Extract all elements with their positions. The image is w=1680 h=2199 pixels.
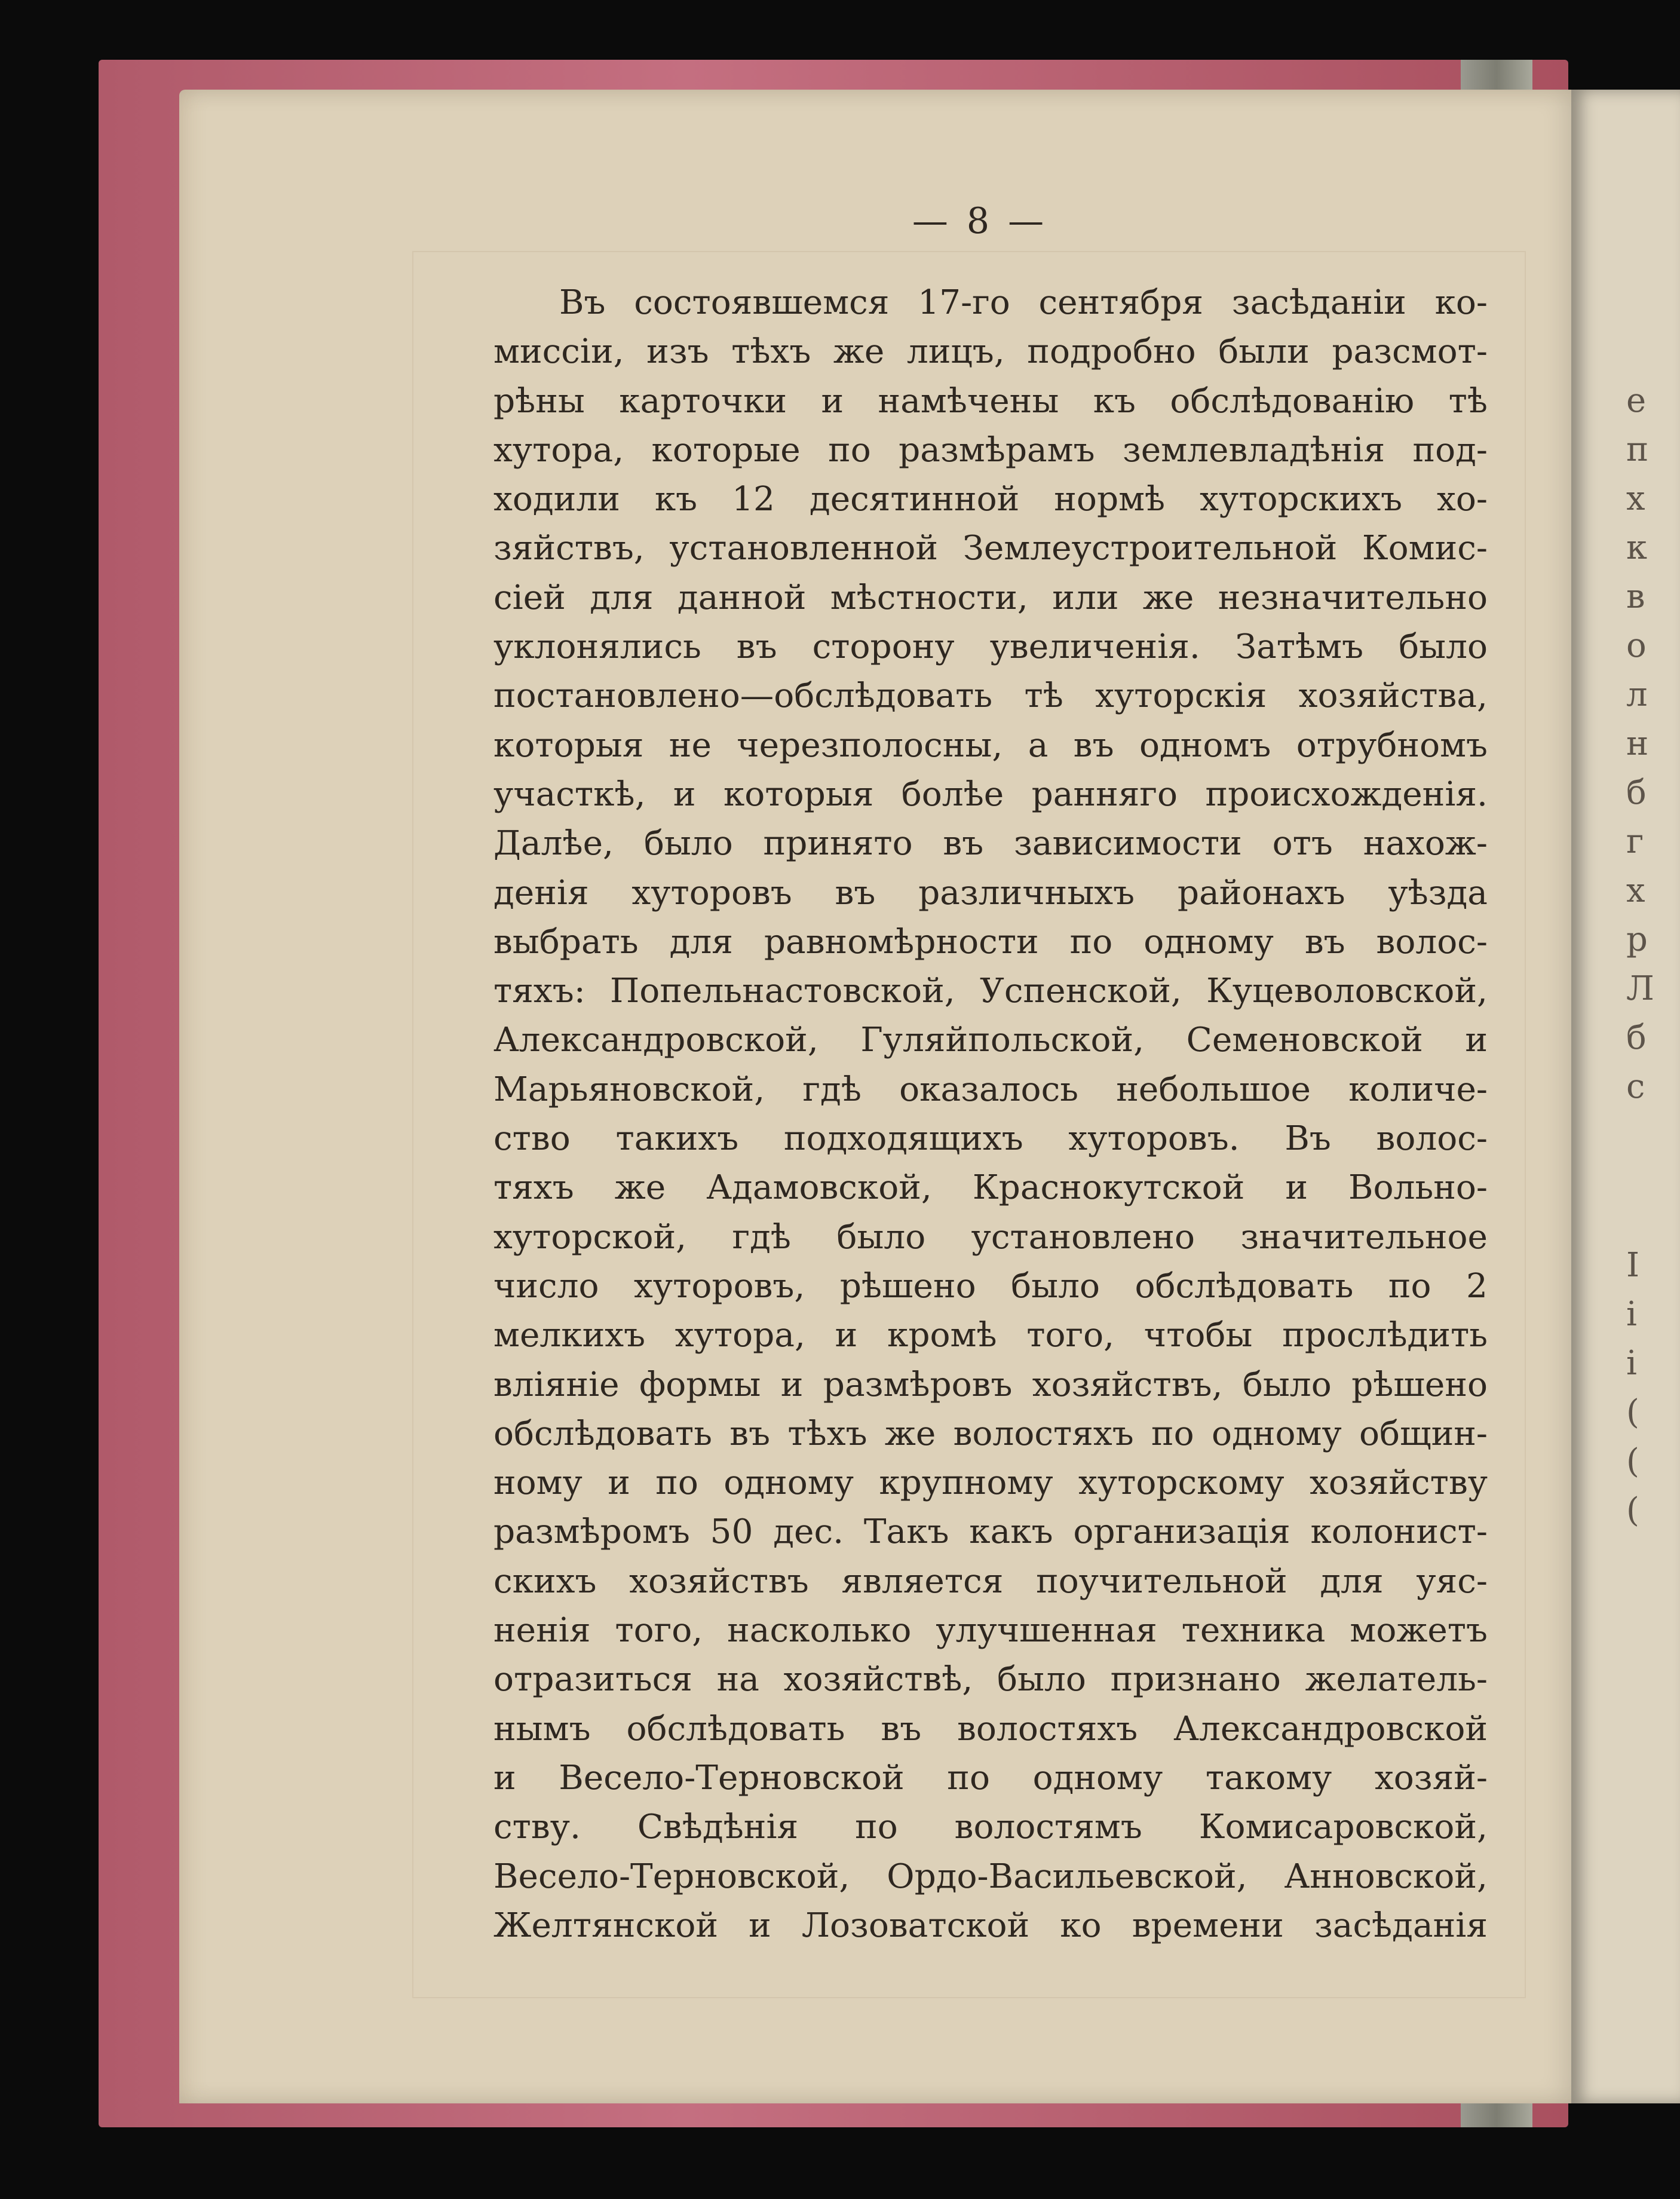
next-page-glyph: в bbox=[1626, 577, 1645, 616]
next-page-glyph: с bbox=[1626, 1067, 1645, 1106]
next-page-glyph: б bbox=[1626, 773, 1647, 812]
text-line: Далѣе, было принято въ зависимости отъ нахож- bbox=[493, 824, 1488, 863]
text-line: Александровской, Гуляйпольской, Семеновской и bbox=[493, 1021, 1488, 1060]
text-line: уклонялись въ сторону увеличенія. Затѣмъ было bbox=[493, 627, 1488, 667]
next-page-glyph: ( bbox=[1626, 1491, 1639, 1530]
text-line: обслѣдовать въ тѣхъ же волостяхъ по одному общин- bbox=[493, 1414, 1488, 1453]
text-line: рѣны карточки и намѣчены къ обслѣдованію тѣ bbox=[493, 381, 1488, 421]
next-page-glyph: х bbox=[1626, 479, 1645, 518]
next-page-glyph: ( bbox=[1626, 1442, 1639, 1481]
text-line: ненія того, насколько улучшенная техника можетъ bbox=[493, 1611, 1488, 1650]
next-page-glyph: Л bbox=[1626, 969, 1654, 1008]
text-line: Весело-Терновской, Ордо-Васильевской, Анновской, bbox=[493, 1857, 1488, 1896]
next-page-glyph: п bbox=[1626, 430, 1649, 469]
next-page-glyph: ( bbox=[1626, 1393, 1639, 1432]
text-line: Желтянской и Лозоватской ко времени засѣданія bbox=[493, 1906, 1488, 1945]
text-line: миссіи, изъ тѣхъ же лицъ, подробно были разсмот- bbox=[493, 332, 1488, 372]
next-page-edge bbox=[1571, 90, 1680, 2103]
text-line: отразиться на хозяйствѣ, было признано желатель- bbox=[493, 1660, 1488, 1699]
text-line: денія хуторовъ въ различныхъ районахъ уѣзда bbox=[493, 873, 1488, 912]
text-line: скихъ хозяйствъ является поучительной для уяс- bbox=[493, 1561, 1488, 1601]
text-line: выбрать для равномѣрности по одному въ волос- bbox=[493, 922, 1488, 961]
next-page-glyph: г bbox=[1626, 822, 1644, 861]
next-page-glyph: е bbox=[1626, 381, 1647, 420]
text-line: зяйствъ, установленной Землеустроительной Комис- bbox=[493, 529, 1488, 568]
text-line: хуторской, гдѣ было установлено значительное bbox=[493, 1217, 1488, 1257]
text-line: Марьяновской, гдѣ оказалось небольшое количе- bbox=[493, 1070, 1488, 1109]
text-line: и Весело-Терновской по одному такому хозяй- bbox=[493, 1758, 1488, 1797]
text-line: участкѣ, и которыя болѣе ранняго происхожденія. bbox=[493, 774, 1488, 814]
page-number: — 8 — bbox=[912, 200, 1048, 242]
text-line: ному и по одному крупному хуторскому хозяйству bbox=[493, 1463, 1488, 1503]
text-line: размѣромъ 50 дес. Такъ какъ организація колонист- bbox=[493, 1512, 1488, 1552]
text-line: тяхъ: Попельнастовской, Успенской, Куцеволовской, bbox=[493, 972, 1488, 1011]
next-page-glyph: х bbox=[1626, 871, 1645, 910]
text-line: ству. Свѣдѣнія по волостямъ Комисаровской, bbox=[493, 1808, 1488, 1847]
next-page-glyph: і bbox=[1626, 1344, 1637, 1383]
next-page-glyph: о bbox=[1626, 626, 1647, 665]
text-line: Въ состоявшемся 17-го сентября засѣданіи ко- bbox=[559, 283, 1488, 322]
text-line: число хуторовъ, рѣшено было обслѣдовать по 2 bbox=[493, 1266, 1488, 1306]
text-line: которыя не черезполосны, а въ одномъ отрубномъ bbox=[493, 725, 1488, 765]
text-line: нымъ обслѣдовать въ волостяхъ Александровской bbox=[493, 1709, 1488, 1748]
text-line: вліяніе формы и размѣровъ хозяйствъ, было рѣшено bbox=[493, 1365, 1488, 1404]
next-page-glyph: к bbox=[1626, 528, 1647, 567]
text-line: тяхъ же Адамовской, Краснокутской и Вольно- bbox=[493, 1168, 1488, 1208]
next-page-glyph: р bbox=[1626, 920, 1648, 959]
next-page-glyph: л bbox=[1626, 675, 1648, 714]
next-page-glyph: б bbox=[1626, 1018, 1647, 1057]
page-body-text bbox=[493, 278, 1488, 1950]
next-page-glyph: н bbox=[1626, 724, 1649, 763]
text-line: постановлено—обслѣдовать тѣ хуторскія хозяйства, bbox=[493, 676, 1488, 716]
next-page-glyph: І bbox=[1626, 1246, 1640, 1285]
text-line: хутора, которые по размѣрамъ землевладѣнія под- bbox=[493, 430, 1488, 470]
next-page-glyph: і bbox=[1626, 1295, 1637, 1334]
text-line: ство такихъ подходящихъ хуторовъ. Въ волос- bbox=[493, 1119, 1488, 1159]
text-line: ходили къ 12 десятинной нормѣ хуторскихъ хо- bbox=[493, 480, 1488, 519]
text-line: сіей для данной мѣстности, или же незначительно bbox=[493, 578, 1488, 617]
text-line: мелкихъ хутора, и кромѣ того, чтобы прослѣдить bbox=[493, 1316, 1488, 1355]
